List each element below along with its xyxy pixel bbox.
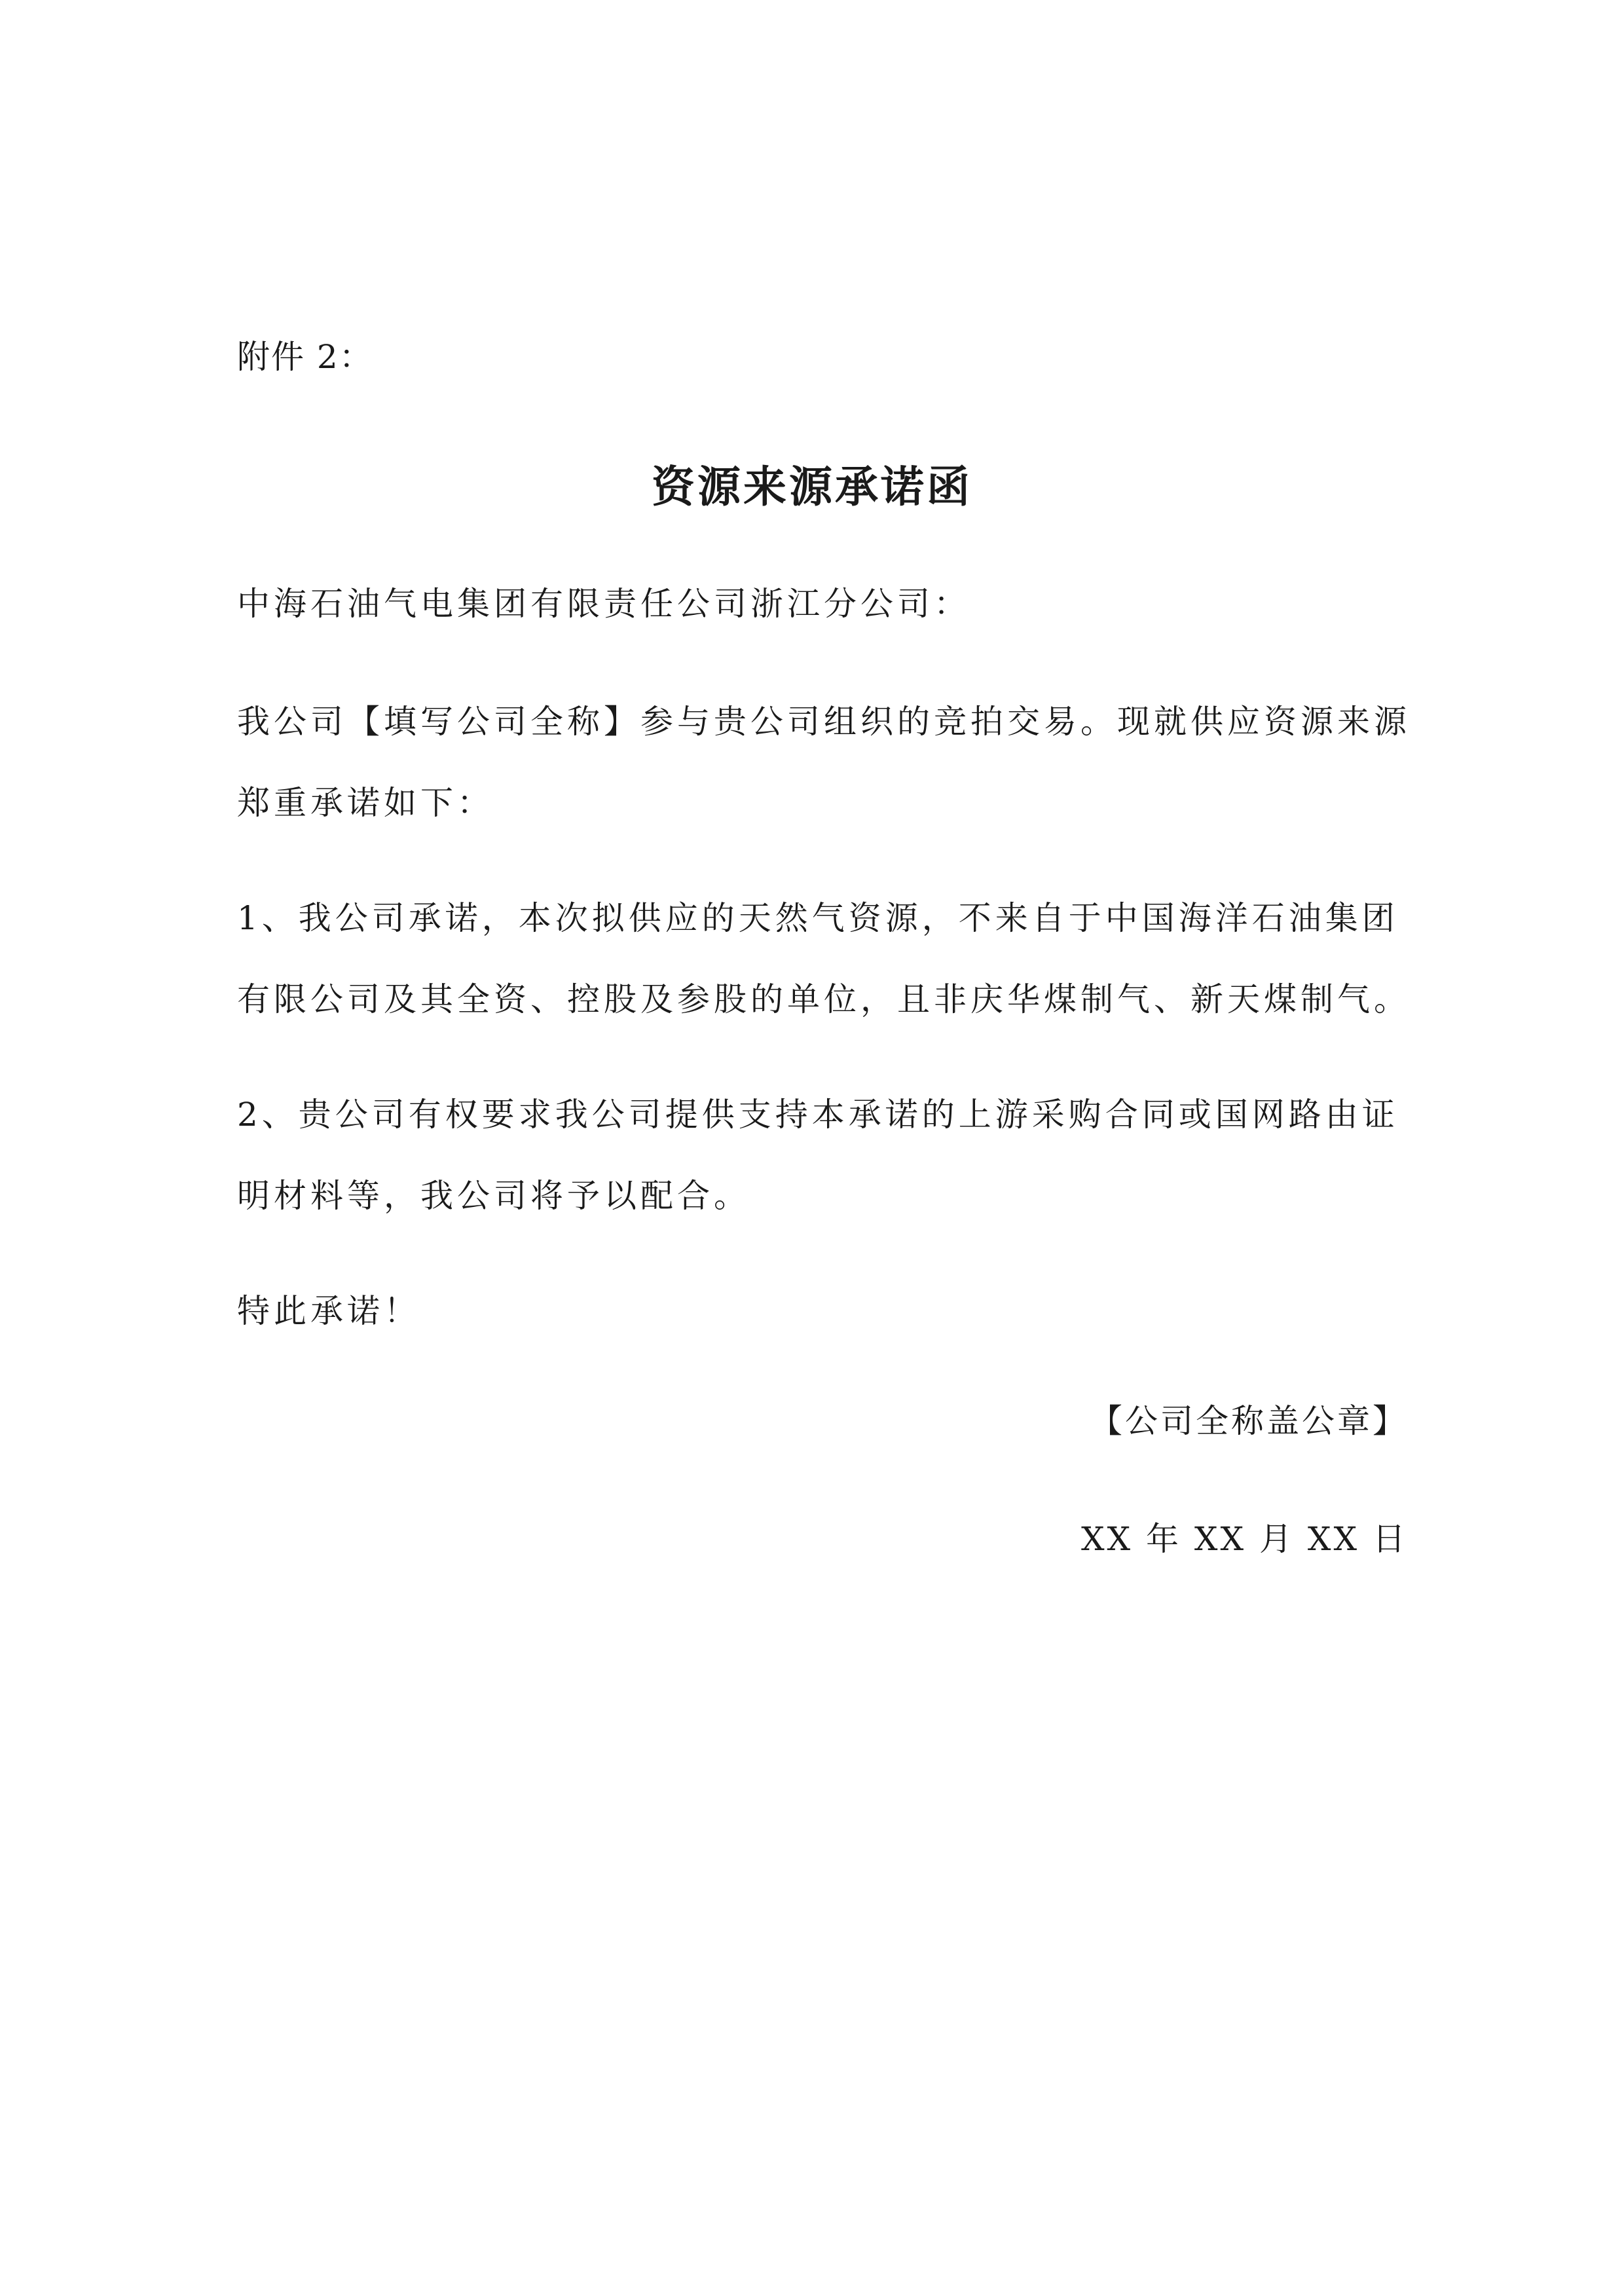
intro-paragraph: 我公司【填写公司全称】参与贵公司组织的竞拍交易。现就供应资源来源郑重承诺如下：: [237, 703, 1411, 822]
addressee: 中海石油气电集团有限责任公司浙江分公司：: [237, 585, 970, 623]
commitment-item-2: 2、贵公司有权要求我公司提供支持本承诺的上游采购合同或国网路由证明材料等，我公司将予以配合。: [237, 1096, 1399, 1215]
document-title: 资源来源承诺函: [652, 461, 972, 512]
attachment-label: 附件 2：: [237, 338, 373, 376]
closing-statement: 特此承诺！: [237, 1292, 420, 1330]
date-line: XX 年 XX 月 XX 日: [1080, 1520, 1408, 1558]
commitment-item-1: 1、我公司承诺，本次拟供应的天然气资源，不来自于中国海洋石油集团有限公司及其全资、控股及参股的单位，且非庆华煤制气、新天煤制气。: [237, 899, 1411, 1018]
company-seal-placeholder: 【公司全称盖公章】: [1090, 1402, 1408, 1440]
